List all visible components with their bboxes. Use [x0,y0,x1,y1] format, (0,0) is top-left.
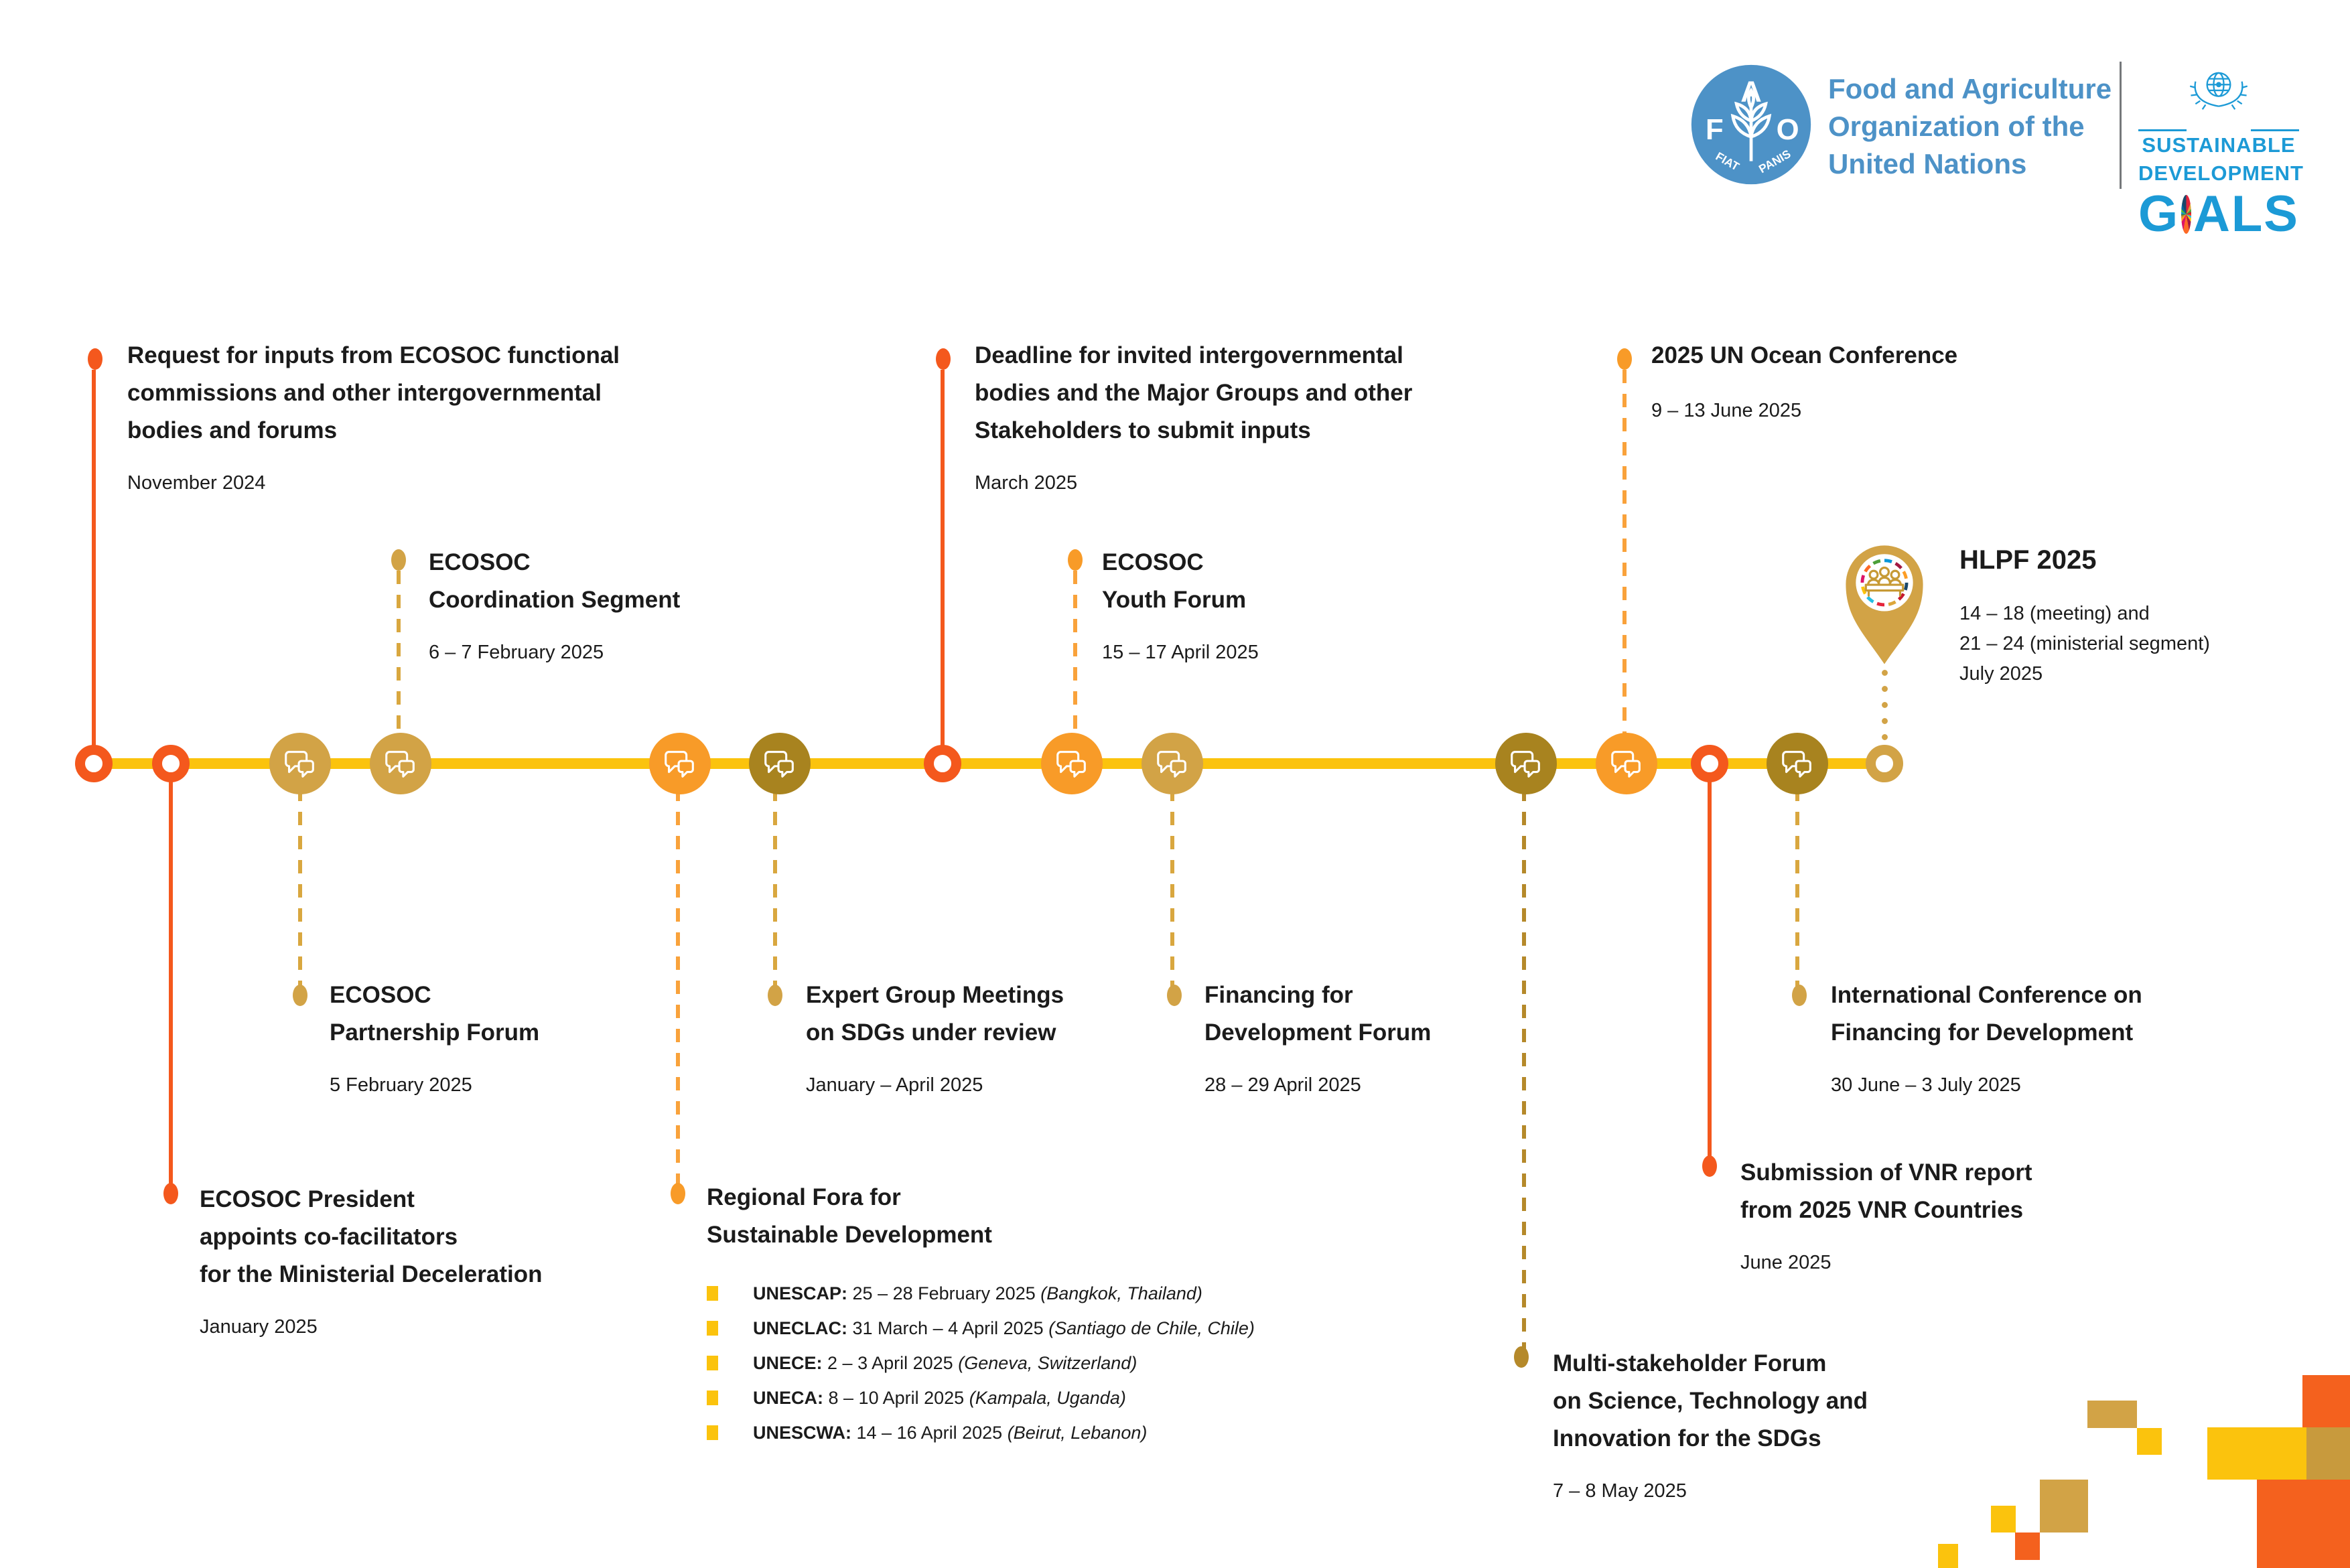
text-line: ECOSOC [429,549,531,575]
event-vnr-submission [1740,1154,2032,1276]
event-title [1831,977,2142,1052]
connector-regional-fora [676,764,680,1194]
chat-icon [661,744,699,783]
event-deadline-inputs [975,337,1412,496]
text-line: ECOSOC [330,982,431,1008]
event-title [1651,337,1957,374]
text-line: from 2025 VNR Countries [1740,1197,2024,1223]
connector-request-inputs [92,370,96,764]
sdg-goals-wordmark [2138,186,2299,242]
pixel-decoration [2257,1480,2350,1568]
text-line: appoints co-facilitators [200,1224,458,1250]
text-line: United Nations [1828,148,2027,180]
text-line: Submission of VNR report [1740,1159,2032,1186]
bullet-square-icon [707,1286,718,1301]
dot-intl-conf-ffd [1792,985,1807,1006]
event-ecosoc-president [200,1181,543,1340]
pixel-decoration [2306,1427,2350,1480]
chat-icon [760,744,799,783]
connector-deadline-inputs [941,370,945,764]
node-youth-forum [1041,733,1103,794]
event-date: November 2024 [127,472,266,494]
node-ecosoc-president [152,745,190,782]
node-intl-conf-ffd [1767,733,1828,794]
regional-forum-item: UNECLAC: 31 March – 4 April 2025 (Santiago de Chile, Chile) [707,1318,1255,1338]
dot-ocean-conference [1617,348,1632,370]
node-ocean-conference [1596,733,1657,794]
event-date: January 2025 [200,1316,318,1338]
text-line: 2025 UN Ocean Conference [1651,342,1958,368]
text-line: on SDGs under review [806,1019,1056,1046]
event-date: March 2025 [975,472,1078,494]
pixel-decoration [2087,1401,2137,1428]
event-title [330,977,539,1052]
text-line: commissions and other intergovernmental [127,380,602,406]
dot-regional-fora [671,1183,685,1204]
event-ocean-conference [1651,337,1957,424]
goals-g: G [2138,186,2180,242]
goals-als: ALS [2193,186,2299,242]
event-date: January – April 2025 [806,1074,983,1096]
event-intl-conf-ffd [1831,977,2142,1098]
event-regional-fora [707,1179,1255,1443]
text-line: Request for inputs from ECOSOC functional [127,342,620,368]
text-line: Multi-stakeholder Forum [1553,1350,1827,1376]
event-sti-forum [1553,1345,1868,1504]
text-line: International Conference on [1831,982,2142,1008]
event-date: 5 February 2025 [330,1074,472,1096]
dot-youth-forum [1068,549,1083,571]
event-title [806,977,1064,1052]
fao-wordmark [1828,70,2112,183]
sdg-logo [2138,64,2304,242]
event-title [707,1179,1255,1254]
event-date: 7 – 8 May 2025 [1553,1480,1687,1502]
event-title [429,544,680,619]
chat-icon [1607,744,1646,783]
svg-text:F: F [1706,113,1724,146]
event-date: June 2025 [1740,1252,1831,1273]
event-title [975,337,1412,449]
text-line: Partnership Forum [330,1019,540,1046]
event-date: 28 – 29 April 2025 [1204,1074,1361,1096]
connector-ecosoc-president [169,764,173,1194]
pixel-decoration [1938,1544,1958,1568]
event-date: 9 – 13 June 2025 [1651,400,1802,421]
event-date [1959,599,2210,689]
node-sti-forum [1495,733,1557,794]
event-title [1553,1345,1868,1457]
fao-emblem [1690,64,1812,186]
node-hlpf [1866,745,1903,782]
event-ffd-forum [1204,977,1431,1098]
event-title [1204,977,1431,1052]
bullet-square-icon [707,1425,718,1440]
text-line: Sustainable Development [707,1222,992,1248]
connector-vnr-submission [1708,764,1712,1166]
connector-partnership-forum [298,764,302,995]
chat-icon [1507,744,1545,783]
regional-forum-item: UNESCWA: 14 – 16 April 2025 (Beirut, Lebanon) [707,1423,1255,1443]
chat-icon [381,744,420,783]
connector-sti-forum [1522,764,1526,1357]
connector-intl-conf-ffd [1795,764,1799,995]
pixel-decoration [2137,1428,2162,1455]
regional-forum-item: UNECA: 8 – 10 April 2025 (Kampala, Uganda) [707,1388,1255,1408]
connector-expert-group [773,764,777,995]
dot-ecosoc-president [163,1183,178,1204]
regional-forum-item: UNESCAP: 25 – 28 February 2025 (Bangkok, Thailand) [707,1283,1255,1303]
event-title [200,1181,543,1293]
bullet-square-icon [707,1356,718,1370]
text-line: Development Forum [1204,1019,1432,1046]
text-line: ECOSOC President [200,1186,415,1212]
pixel-decoration [2040,1480,2088,1533]
pixel-decoration [2015,1533,2040,1560]
node-vnr-submission [1691,745,1728,782]
text-line: Deadline for invited intergovernmental [975,342,1403,368]
sdg-line2: DEVELOPMENT [2138,161,2304,185]
bullet-square-icon [707,1391,718,1405]
connector-ffd-forum [1170,764,1174,995]
dot-vnr-submission [1702,1155,1717,1177]
node-coordination-segment [370,733,431,794]
connector-ocean-conference [1622,370,1627,764]
event-request-inputs [127,337,620,496]
chat-icon [1052,744,1091,783]
sdg-line1: SUSTAINABLE [2142,133,2296,157]
event-expert-group [806,977,1064,1098]
svg-text:PANIS: PANIS [1756,147,1793,176]
text-line: 14 – 18 (meeting) and [1959,603,2150,624]
bullet-square-icon [707,1321,718,1336]
node-ffd-forum [1142,733,1203,794]
dot-expert-group [768,985,782,1006]
regional-forum-item: UNECE: 2 – 3 April 2025 (Geneva, Switzerland) [707,1353,1255,1373]
dot-sti-forum [1514,1346,1529,1368]
node-expert-group [749,733,811,794]
text-line: 21 – 24 (ministerial segment) [1959,633,2210,654]
event-title [1740,1154,2032,1229]
hlpf-pin-icon [1842,541,1927,670]
event-hlpf [1959,544,2210,689]
un-emblem-icon [2184,64,2254,122]
text-line: Innovation for the SDGs [1553,1425,1821,1451]
regional-fora-list [707,1283,1255,1443]
text-line: Organization of the [1828,111,2085,142]
event-date: 15 – 17 April 2025 [1102,642,1259,663]
logo-divider [2120,62,2122,189]
dot-coordination-segment [391,549,406,571]
event-date: 6 – 7 February 2025 [429,642,604,663]
text-line: bodies and forums [127,417,338,443]
node-request-inputs [75,745,113,782]
dot-ffd-forum [1167,985,1182,1006]
node-regional-fora [649,733,711,794]
svg-text:FIAT: FIAT [1713,149,1742,173]
sdg-wheel-icon [2181,195,2191,234]
text-line: Expert Group Meetings [806,982,1064,1008]
svg-text:A: A [1740,75,1762,109]
pixel-decoration [1991,1506,2016,1533]
chat-icon [281,744,320,783]
chat-icon [1778,744,1817,783]
text-line: Regional Fora for [707,1184,901,1210]
event-youth-forum [1102,544,1259,666]
svg-text:O: O [1776,113,1799,146]
event-coordination-segment [429,544,680,666]
node-partnership-forum [269,733,331,794]
text-line: Stakeholders to submit inputs [975,417,1311,443]
text-line: Food and Agriculture [1828,73,2112,104]
text-line: Financing for [1204,982,1353,1008]
pixel-decoration [2207,1427,2306,1480]
dot-request-inputs [88,348,102,370]
dot-deadline-inputs [936,348,951,370]
text-line: Financing for Development [1831,1019,2134,1046]
text-line: ECOSOC [1102,549,1204,575]
pixel-decoration [2302,1375,2350,1427]
dot-partnership-forum [293,985,307,1006]
text-line: July 2025 [1959,663,2043,685]
event-title: HLPF 2025 [1959,545,2097,575]
node-deadline-inputs [924,745,961,782]
event-title [1102,544,1259,619]
chat-icon [1153,744,1192,783]
event-title [127,337,620,449]
text-line: on Science, Technology and [1553,1388,1868,1414]
event-date: 30 June – 3 July 2025 [1831,1074,2021,1096]
text-line: Coordination Segment [429,587,681,613]
text-line: for the Ministerial Deceleration [200,1261,543,1287]
text-line: bodies and the Major Groups and other [975,380,1413,406]
event-partnership-forum [330,977,539,1098]
text-line: Youth Forum [1102,587,1247,613]
